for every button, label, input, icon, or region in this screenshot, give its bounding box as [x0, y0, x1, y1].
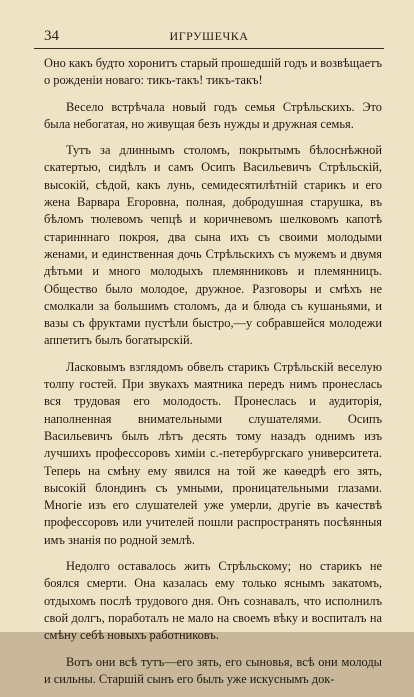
paragraph: Ласковымъ взглядомъ обвелъ старикъ Стрѣльскій веселую толпу гостей. При звукахъ маятника передъ нимъ пронеслась вся трудовая его молодость. Пронеслась и аудиторія, наполненная внимательными слушателями. Осипъ Васильевичъ былъ лѣтъ десять тому назадъ однимъ изъ лучшихъ профессоровъ химіи с.-петербургскаго университета. Теперь на смѣну ему явился на той же каѳедрѣ его зять, высокій блондинъ съ умными, проницательными глазами. Многіе изъ его слушателей уже умерли, другіе въ качествѣ профессоровъ или учителей пошли распространять посѣянныя имъ знанія по родной землѣ. — [44, 359, 382, 547]
paragraph: Тутъ за длиннымъ столомъ, покрытымъ бѣлоснѣжной скатертью, сидѣлъ и самъ Осипъ Васильевичъ Стрѣльскій, высокій, сѣдой, какъ лунь, семидесятилѣтній старикъ и его жена Варвара Егоровна, полная, добродушная старушка, въ бѣломъ тюлевомъ чепцѣ и коричневомъ шелковомъ капотѣ старинннаго покроя, два сына ихъ съ своими молодыми женами, и единственная дочь Стрѣльскихъ съ мужемъ и двумя дѣтьми и много молодыхъ племянниковъ и племянницъ. Общество было молодое, дружное. Разговоры и смѣхъ не смолкали за большимъ столомъ, да и блюда съ кушаньями, и вазы съ фруктами пустѣли быстро,—у собравшейся молодежи аппетитъ былъ богатырскій. — [44, 143, 382, 348]
paragraph: Оно какъ будто хоронитъ старый прошедшій годъ и возвѣщаетъ о рожденіи новаго: тикъ-такъ! тикъ-такъ! — [44, 56, 382, 88]
body-text — [44, 55, 382, 697]
running-title: ИГРУШЕЧКА — [169, 29, 249, 43]
paragraph: Недолго оставалось жить Стрѣльскому; но старикъ не боялся смерти. Она казалась ему только яснымъ закатомъ, отдыхомъ послѣ трудового дня. Онъ сознавалъ, что исполнилъ свой долгъ, поработалъ не мало на своемъ вѣку и воспиталъ на смѣну себѣ новыхъ работниковъ. — [44, 559, 382, 643]
paragraph: Вотъ они всѣ тутъ—его зять, его сыновья, всѣ они молоды и сильны. Старшій сынъ его былъ уже искуснымъ док- — [44, 654, 382, 686]
page-header — [34, 26, 384, 46]
paragraph: Весело встрѣчала новый годъ семья Стрѣльскихъ. Это была небогатая, но живущая безъ нужды и дружная семья. — [44, 99, 382, 131]
page-number: 34 — [44, 28, 59, 44]
header-rule — [34, 48, 384, 49]
